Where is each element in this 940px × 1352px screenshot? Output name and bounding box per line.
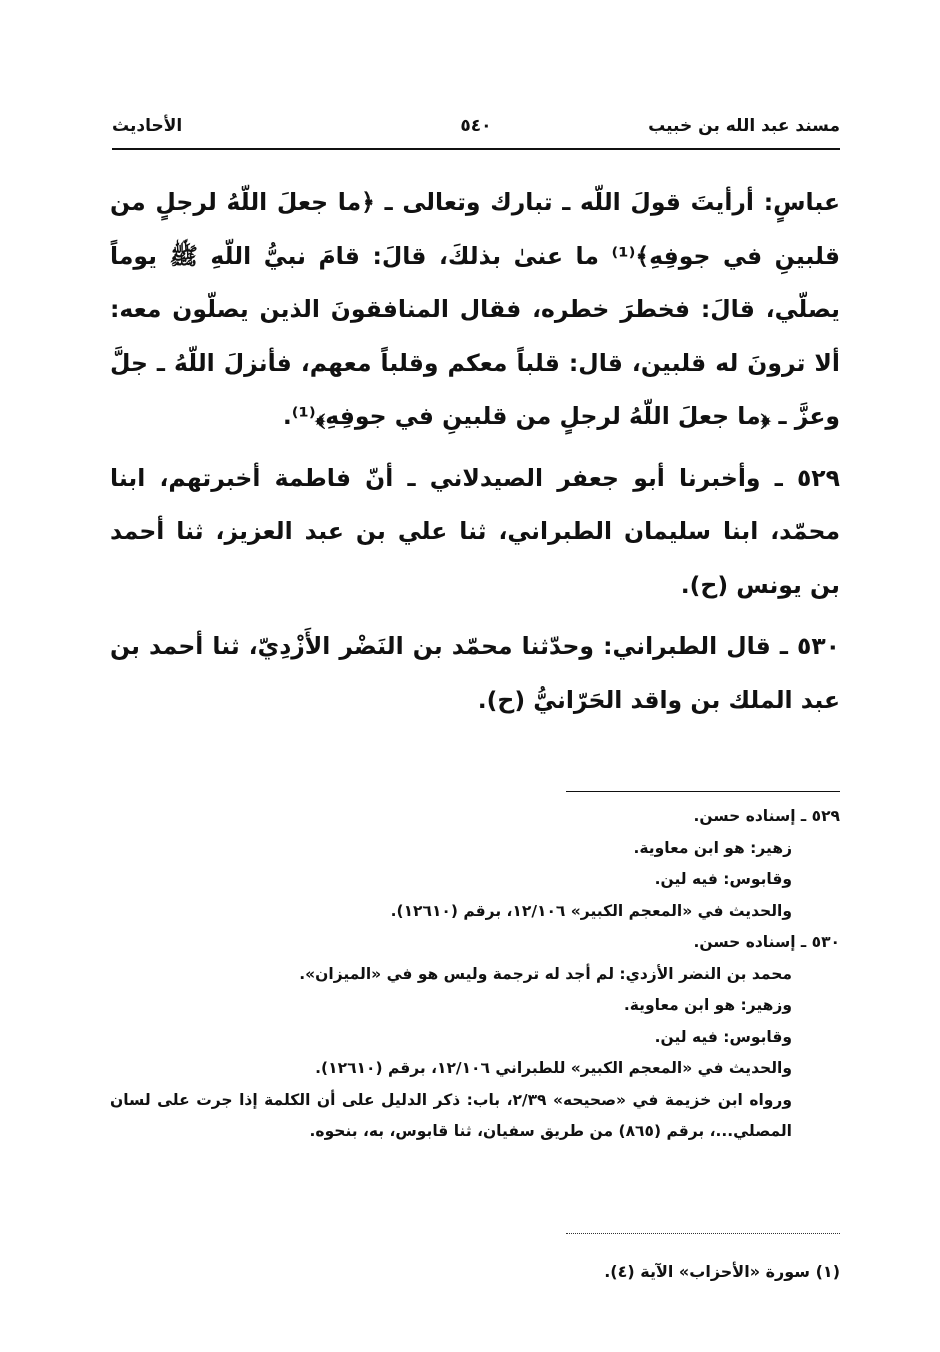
notes-divider (566, 791, 840, 792)
header-divider (112, 148, 840, 150)
header-section-title: الأحاديث (112, 116, 183, 136)
hadith-text: ـ وأخبرنا أبو جعفر الصيدلاني ـ أنّ فاطمة أخبرتهم، ابنا محمّد، ابنا سليمان الطبراني، ثنا علي بن عبد العزيز، ثنا أحمد بن يونس (ح). (110, 463, 840, 599)
footnote: (١) سورة «الأحزاب» الآية (٤). (604, 1262, 840, 1281)
running-header (112, 116, 840, 148)
note-line: ٥٢٩ ـ إسناده حسن. (693, 807, 840, 825)
note-line: والحديث في «المعجم الكبير» ١٢/١٠٦، برقم (١٢٦١٠). (390, 901, 792, 920)
page-number: ٥٤٠ (460, 116, 492, 136)
note-line: ٥٣٠ ـ إسناده حسن. (693, 933, 840, 951)
main-text (110, 176, 840, 727)
note-line: وقابوس: فيه لين. (654, 1027, 792, 1046)
hadith-text: ـ قال الطبراني: وحدّثنا محمّد بن النَضْر الأَزْدِيّ، ثنا أحمد بن عبد الملك بن واقد الحَرّانيُّ (ح). (110, 632, 840, 714)
paragraph-continuation: عباسٍ: أرأيتَ قولَ اللّه ـ تبارك وتعالى ـ ﴿ما جعلَ اللّهُ لرجلٍ من قلبينِ في جوفِهِ﴾⁽¹⁾ ما عنىٰ بذلكَ، قالَ: قامَ نبيُّ اللّهِ ﷺ يوماً يصلّي، قالَ: فخطرَ خطره، فقال المنافقونَ الذين يصلّون معه: ألا ترونَ له قلبين، قال: قلباً معكم وقلباً معهم، فأنزلَ اللّهُ ـ جلَّ وعزَّ ـ ﴿ما جعلَ اللّهُ لرجلٍ من قلبينِ في جوفِهِ﴾⁽¹⁾. (110, 188, 840, 430)
note-line: زهير: هو ابن معاوية. (633, 838, 792, 857)
footnote-divider (566, 1233, 840, 1234)
note-line: وقابوس: فيه لين. (654, 870, 792, 888)
commentary-notes (110, 801, 840, 1148)
note-line: والحديث في «المعجم الكبير» للطبراني ١٢/١٠٦، برقم (١٢٦١٠). (315, 1059, 792, 1077)
hadith-530 (110, 620, 840, 727)
note-line: محمد بن النضر الأزدي: لم أجد له ترجمة وليس هو في «الميزان». (299, 964, 792, 983)
header-book-title: مسند عبد الله بن خبيب (648, 116, 840, 136)
hadith-529 (110, 452, 840, 613)
hadith-number: ٥٣٠ (796, 632, 841, 660)
note-line: ورواه ابن خزيمة في «صحيحه» ٢/٣٩، باب: ذكر الدليل على أن الكلمة إذا جرت على لسان المصلي...، برقم (٨٦٥) من طريق سفيان، ثنا قابوس، به، بنحوه. (110, 1090, 792, 1140)
note-line: وزهير: هو ابن معاوية. (623, 996, 792, 1014)
hadith-number: ٥٢٩ (796, 463, 840, 492)
